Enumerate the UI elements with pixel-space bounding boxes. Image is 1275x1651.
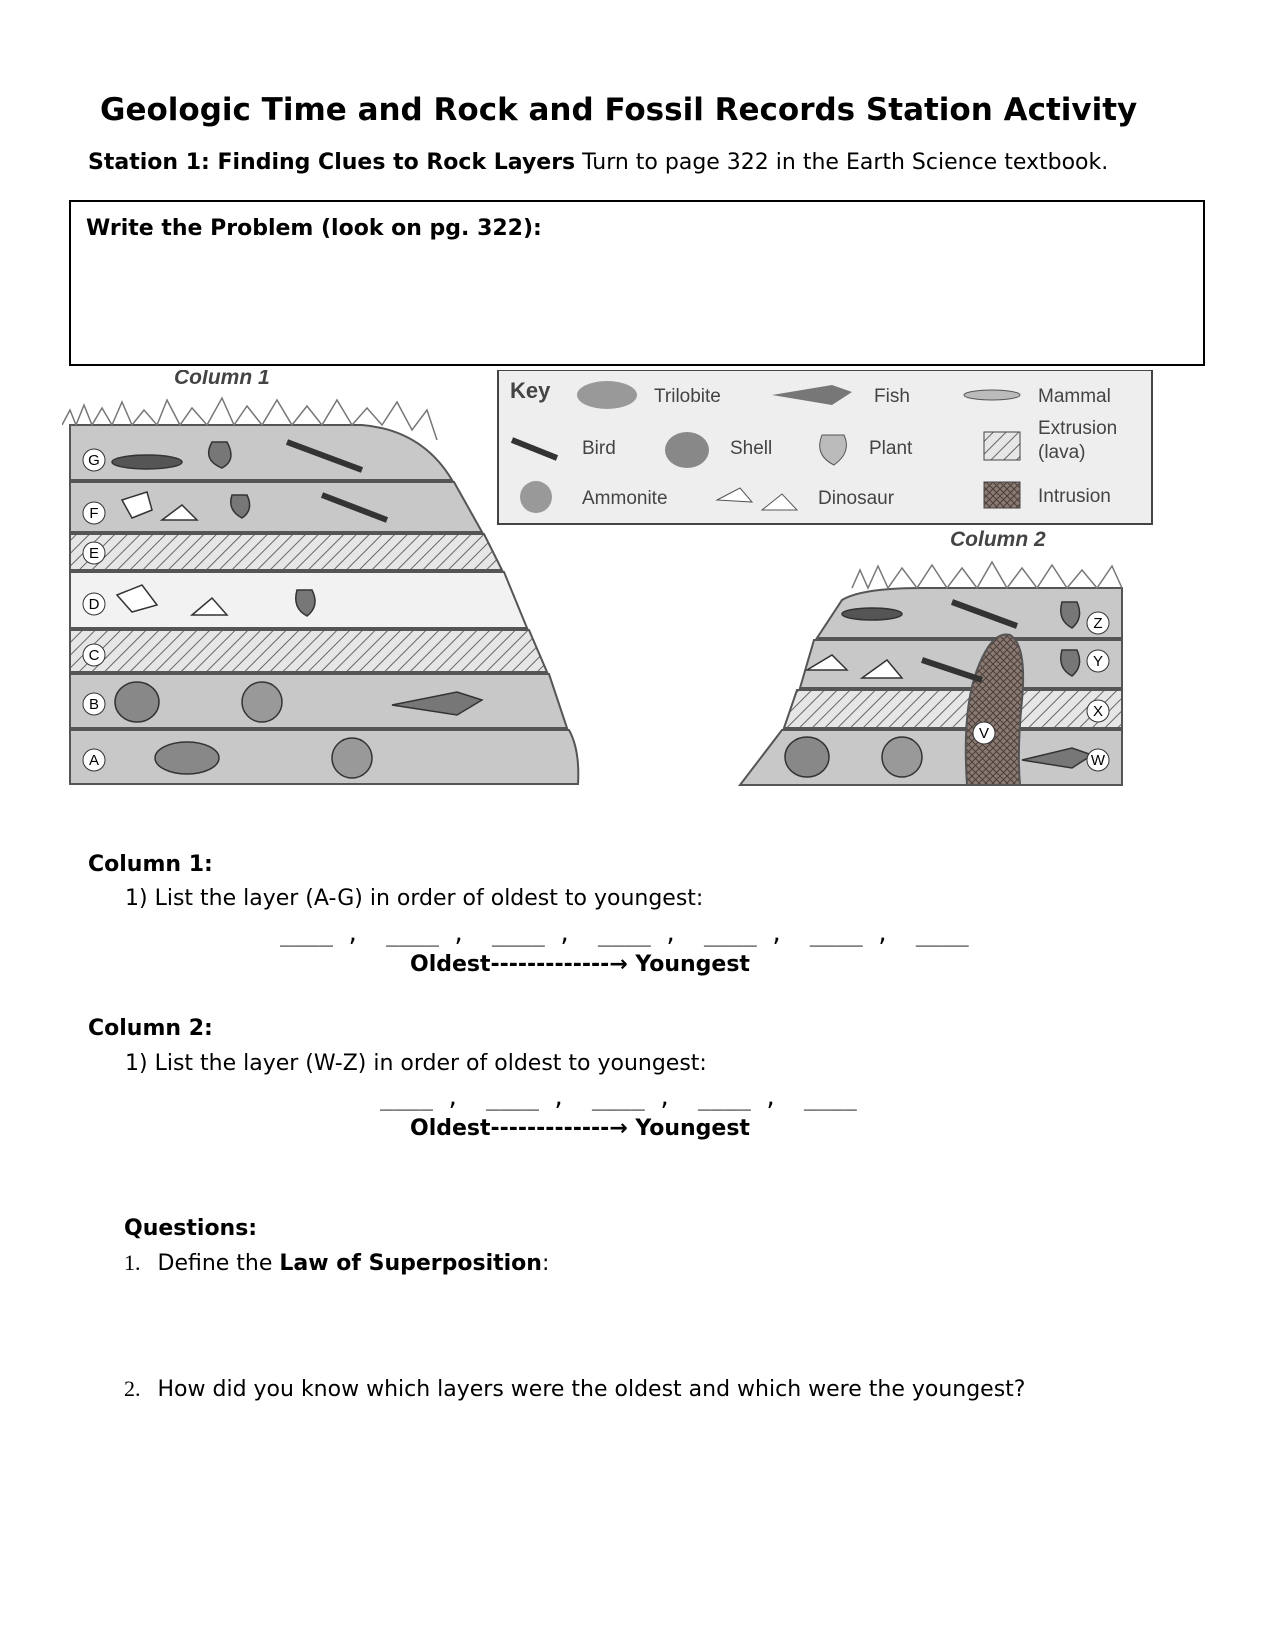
question-2-number: 2.	[124, 1376, 141, 1401]
trilobite-icon	[155, 742, 219, 774]
layer-label-f: F	[89, 505, 99, 522]
mammal-icon	[112, 455, 182, 469]
ammonite-icon	[332, 738, 372, 778]
layer-label-a: A	[88, 752, 100, 769]
question-1-number: 1.	[124, 1250, 141, 1275]
shell-icon	[665, 432, 709, 468]
question-1	[124, 1250, 549, 1276]
column1-age-scale: Oldest-------------→ Youngest	[410, 952, 750, 977]
key-trilobite: Trilobite	[654, 386, 721, 407]
trilobite-icon	[577, 381, 637, 409]
key-fish: Fish	[874, 386, 910, 407]
ammonite-icon	[882, 737, 922, 777]
station-instruction: Turn to page 322 in the Earth Science textbook.	[582, 150, 1109, 175]
layer-label-b: B	[88, 696, 100, 713]
column2-instruction: 1) List the layer (W-Z) in order of oldest to youngest:	[125, 1051, 707, 1076]
shell-icon	[785, 737, 829, 777]
column2-age-scale: Oldest-------------→ Youngest	[410, 1116, 750, 1141]
ammonite-icon	[520, 481, 552, 513]
key-ammonite: Ammonite	[582, 488, 668, 509]
layer-label-e: E	[88, 545, 100, 562]
key-lava: (lava)	[1038, 442, 1086, 463]
layer-label-v: V	[978, 725, 990, 742]
column2-heading: Column 2:	[88, 1016, 213, 1041]
station-label: Station 1: Finding Clues to Rock Layers	[88, 150, 576, 175]
column2-title: Column 2	[950, 528, 1046, 551]
shell-icon	[115, 682, 159, 722]
layer-label-c: C	[88, 647, 100, 664]
ammonite-icon	[242, 682, 282, 722]
key-shell: Shell	[730, 438, 773, 459]
extrusion-swatch-icon	[984, 432, 1020, 460]
page-title: Geologic Time and Rock and Fossil Records Station Activity	[100, 92, 1138, 128]
key-bird: Bird	[582, 438, 616, 459]
key-title: Key	[510, 378, 551, 403]
layer-label-d: D	[88, 596, 100, 613]
rock-layers-figure	[62, 370, 1192, 800]
layer-label-z: Z	[1093, 615, 1103, 632]
problem-answer-box[interactable]	[69, 200, 1205, 366]
question-2	[124, 1376, 1025, 1402]
column1-instruction: 1) List the layer (A-G) in order of oldest to youngest:	[125, 886, 704, 911]
problem-label: Write the Problem (look on pg. 322):	[86, 216, 542, 241]
question-1-suffix: :	[541, 1251, 550, 1276]
legend-key	[498, 370, 1152, 524]
question-2-text: How did you know which layers were the oldest and which were the youngest?	[157, 1377, 1026, 1402]
key-plant: Plant	[869, 438, 913, 459]
intrusion-swatch-icon	[984, 482, 1020, 508]
mammal-icon	[964, 390, 1020, 400]
layer-label-g: G	[88, 452, 100, 469]
column1-answer-blanks[interactable]: ____ , ____ , ____ , ____ , ____ , ____ , ____	[280, 922, 969, 947]
mammal-icon	[842, 608, 902, 620]
questions-heading: Questions:	[124, 1216, 258, 1241]
column2-answer-blanks[interactable]: ____ , ____ , ____ , ____ , ____	[380, 1086, 857, 1111]
question-1-prefix: Define the	[157, 1251, 280, 1276]
layer-label-x: X	[1092, 703, 1104, 720]
key-extrusion: Extrusion	[1038, 418, 1118, 439]
key-dinosaur: Dinosaur	[818, 488, 895, 509]
question-1-term: Law of Superposition	[279, 1251, 542, 1276]
column1-heading: Column 1:	[88, 852, 213, 877]
layer-label-w: W	[1090, 752, 1106, 769]
station-line	[88, 150, 1108, 175]
layer-label-y: Y	[1092, 653, 1104, 670]
key-intrusion: Intrusion	[1038, 486, 1111, 507]
column1-title: Column 1	[174, 370, 270, 389]
key-mammal: Mammal	[1038, 386, 1111, 407]
